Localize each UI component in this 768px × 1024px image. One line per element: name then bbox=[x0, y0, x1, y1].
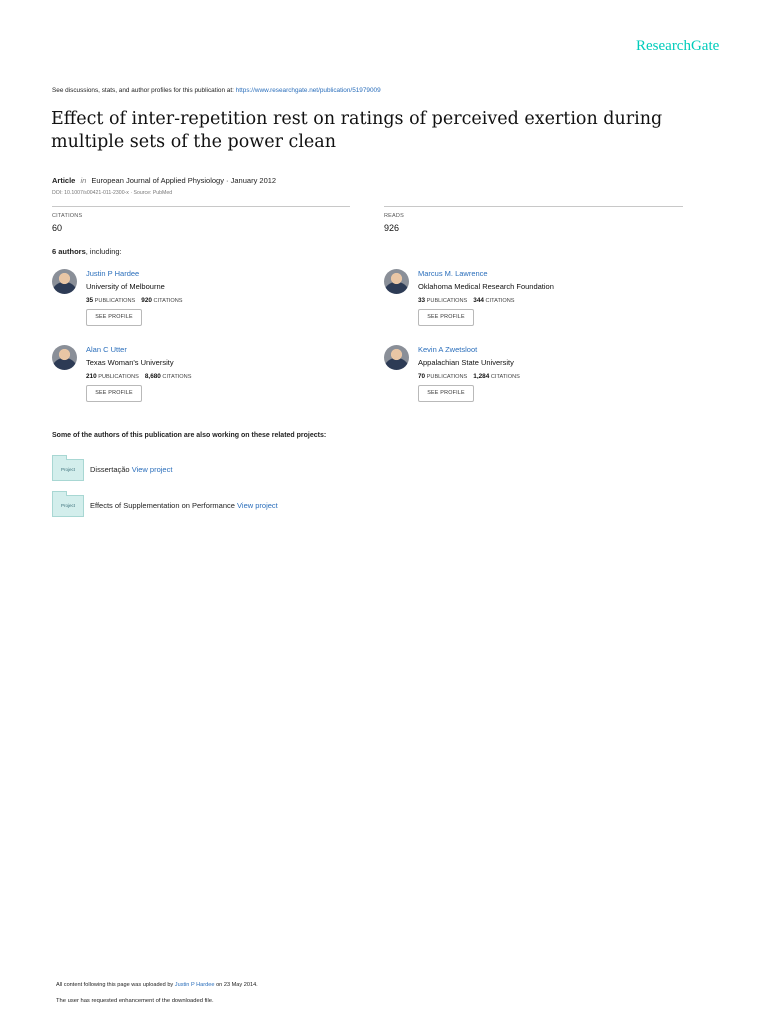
author-publications-count: 70 bbox=[418, 373, 426, 380]
project-folder-icon bbox=[52, 459, 84, 481]
project-name: Effects of Supplementation on Performance bbox=[90, 501, 235, 510]
publications-label: PUBLICATIONS bbox=[94, 298, 136, 304]
publication-meta bbox=[52, 176, 276, 185]
author-avatar[interactable] bbox=[52, 345, 77, 370]
authors-suffix: , including: bbox=[85, 247, 122, 256]
uploader-link[interactable]: Justin P Hardee bbox=[174, 982, 215, 988]
upload-prefix: All content following this page was uploaded by bbox=[56, 982, 174, 988]
project-icon-label: Project bbox=[60, 467, 75, 472]
project-item bbox=[52, 457, 452, 481]
project-folder-icon bbox=[52, 495, 84, 517]
author-card bbox=[52, 269, 352, 339]
enhancement-note: The user has requested enhancement of the downloaded file. bbox=[56, 998, 214, 1004]
author-avatar[interactable] bbox=[52, 269, 77, 294]
in-word: in bbox=[80, 176, 87, 185]
divider-reads bbox=[384, 206, 683, 207]
discussions-text: See discussions, stats, and author profiles for this publication at: bbox=[52, 87, 234, 94]
citations-label: CITATIONS bbox=[52, 213, 83, 219]
publications-label: PUBLICATIONS bbox=[426, 298, 468, 304]
author-card bbox=[384, 345, 684, 415]
author-publications-count: 33 bbox=[418, 297, 426, 304]
authors-heading bbox=[52, 247, 122, 256]
author-name-link[interactable]: Justin P Hardee bbox=[86, 269, 140, 278]
discussions-line bbox=[52, 87, 381, 94]
author-name-link[interactable]: Marcus M. Lawrence bbox=[418, 269, 488, 278]
project-text bbox=[90, 465, 172, 474]
see-profile-button[interactable]: SEE PROFILE bbox=[86, 309, 142, 326]
author-publications-count: 210 bbox=[86, 373, 97, 380]
publication-title: Effect of inter-repetition rest on ratings of perceived exertion during multiple sets of the power clean bbox=[51, 109, 663, 152]
project-name: Dissertação bbox=[90, 465, 130, 474]
upload-note bbox=[56, 982, 258, 988]
author-card bbox=[384, 269, 684, 339]
citations-label: CITATIONS bbox=[153, 298, 183, 304]
project-item bbox=[52, 493, 452, 517]
citations-label: CITATIONS bbox=[485, 298, 515, 304]
author-stats bbox=[86, 373, 191, 380]
divider-citations bbox=[52, 206, 350, 207]
author-publications-count: 35 bbox=[86, 297, 94, 304]
author-institution: University of Melbourne bbox=[86, 282, 165, 291]
author-institution: Texas Woman's University bbox=[86, 358, 174, 367]
author-citations-count: 920 bbox=[141, 297, 152, 304]
author-avatar[interactable] bbox=[384, 269, 409, 294]
author-citations-count: 344 bbox=[473, 297, 484, 304]
citations-label: CITATIONS bbox=[162, 374, 192, 380]
publication-type: Article bbox=[52, 176, 76, 185]
reads-count: 926 bbox=[384, 223, 400, 233]
project-text bbox=[90, 501, 278, 510]
journal-info: European Journal of Applied Physiology · January 2012 bbox=[91, 176, 277, 185]
author-stats bbox=[418, 297, 515, 304]
author-stats bbox=[418, 373, 520, 380]
author-avatar[interactable] bbox=[384, 345, 409, 370]
authors-count: 6 authors bbox=[52, 247, 86, 256]
researchgate-logo[interactable]: ResearchGate bbox=[636, 38, 720, 54]
author-stats bbox=[86, 297, 183, 304]
project-icon-label: Project bbox=[60, 503, 75, 508]
upload-suffix: on 23 May 2014. bbox=[216, 982, 258, 988]
publications-label: PUBLICATIONS bbox=[426, 374, 468, 380]
author-citations-count: 8,680 bbox=[144, 373, 161, 380]
see-profile-button[interactable]: SEE PROFILE bbox=[86, 385, 142, 402]
view-project-link[interactable]: View project bbox=[131, 465, 173, 474]
publication-url-link[interactable]: https://www.researchgate.net/publication/51979009 bbox=[235, 87, 381, 94]
see-profile-button[interactable]: SEE PROFILE bbox=[418, 309, 474, 326]
reads-label: READS bbox=[384, 213, 404, 219]
author-institution: Appalachian State University bbox=[418, 358, 514, 367]
citations-label: CITATIONS bbox=[490, 374, 520, 380]
author-citations-count: 1,284 bbox=[473, 373, 490, 380]
publications-label: PUBLICATIONS bbox=[98, 374, 139, 380]
author-name-link[interactable]: Kevin A Zwetsloot bbox=[418, 345, 478, 354]
see-profile-button[interactable]: SEE PROFILE bbox=[418, 385, 474, 402]
view-project-link[interactable]: View project bbox=[237, 501, 278, 510]
author-name-link[interactable]: Alan C Utter bbox=[86, 345, 127, 354]
projects-heading: Some of the authors of this publication are also working on these related projects: bbox=[52, 432, 327, 439]
citations-count: 60 bbox=[52, 223, 63, 233]
author-card bbox=[52, 345, 352, 415]
author-institution: Oklahoma Medical Research Foundation bbox=[418, 282, 554, 291]
doi-line: DOI: 10.1007/s00421-011-2300-x · Source: PubMed bbox=[52, 190, 173, 196]
